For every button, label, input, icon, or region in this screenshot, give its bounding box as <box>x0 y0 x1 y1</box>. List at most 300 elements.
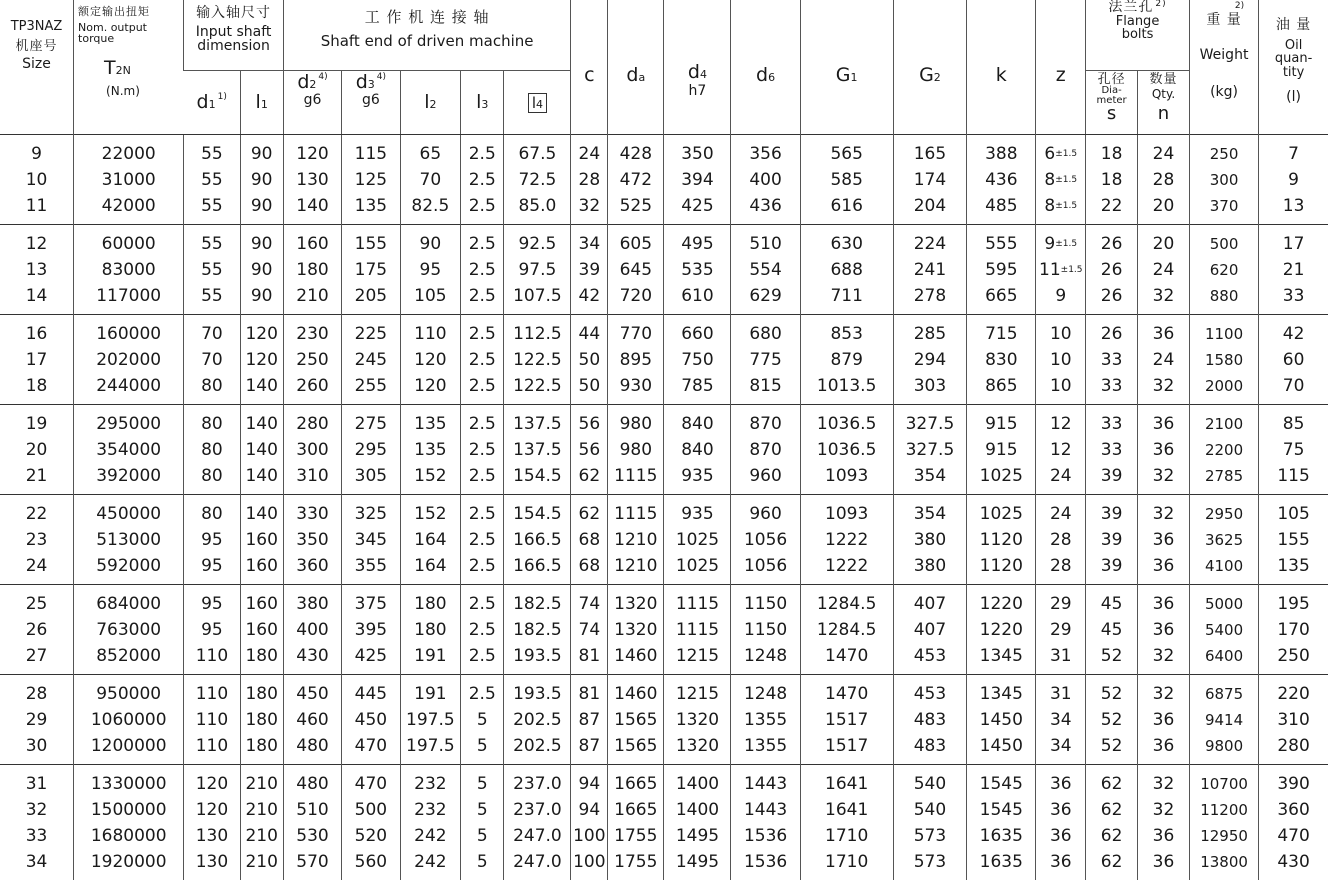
cell-w-value: 12950 <box>1200 826 1248 845</box>
torque-header-en1: Nom. output <box>78 20 147 34</box>
cell-da <box>608 764 664 797</box>
cell-l1-value: 180 <box>245 645 278 666</box>
cell-t <box>74 494 184 527</box>
cell-c <box>571 797 608 823</box>
cell-w <box>1189 553 1258 585</box>
cell-da-value: 525 <box>619 195 653 216</box>
cell-l2-value: 152 <box>414 503 447 524</box>
cell-d3 <box>342 373 400 405</box>
cell-c-value: 94 <box>578 773 601 794</box>
cell-da-value: 1565 <box>614 735 658 756</box>
cell-g2-value: 380 <box>913 555 947 576</box>
cell-l2 <box>400 823 461 849</box>
cell-k <box>967 764 1036 797</box>
cell-l2-value: 95 <box>419 259 442 280</box>
cell-oil-value: 75 <box>1282 439 1305 460</box>
cell-d4-value: 1025 <box>675 529 720 550</box>
cell-g1 <box>800 707 893 733</box>
cell-da <box>608 314 664 347</box>
cell-l1-value: 180 <box>245 709 278 730</box>
cell-g1 <box>800 764 893 797</box>
weight-unit: (kg) <box>1210 83 1239 100</box>
cell-k-value: 1220 <box>979 593 1023 614</box>
cell-oil <box>1259 224 1328 257</box>
cell-k <box>967 463 1036 495</box>
cell-s-value: 26 <box>1100 285 1123 306</box>
cell-da-value: 1755 <box>614 825 658 846</box>
cell-oil-value: 430 <box>1277 851 1310 872</box>
cell-d4 <box>664 134 731 167</box>
cell-k-value: 1545 <box>979 799 1023 820</box>
cell-g1 <box>800 494 893 527</box>
cell-d3 <box>342 494 400 527</box>
size-header-en: Size <box>22 56 51 73</box>
cell-g2-value: 483 <box>913 735 947 756</box>
cell-t-value: 295000 <box>96 413 162 434</box>
cell-z <box>1036 134 1086 167</box>
cell-l3 <box>461 437 504 463</box>
cell-da <box>608 849 664 880</box>
cell-oil <box>1259 404 1328 437</box>
d3-fit: g6 <box>361 92 380 109</box>
cell-l1 <box>240 314 283 347</box>
cell-w <box>1189 617 1258 643</box>
cell-d4-value: 350 <box>681 143 714 164</box>
cell-oil-value: 33 <box>1282 285 1305 306</box>
cell-t <box>74 584 184 617</box>
cell-t-value: 1500000 <box>90 799 167 820</box>
cell-c-value: 81 <box>578 683 601 704</box>
cell-k <box>967 347 1036 373</box>
cell-g1-value: 1222 <box>825 529 869 550</box>
cell-n-value: 36 <box>1152 619 1175 640</box>
cell-d2-value: 230 <box>296 323 329 344</box>
cell-s-value: 26 <box>1100 323 1123 344</box>
cell-l4 <box>504 764 571 797</box>
cell-w <box>1189 707 1258 733</box>
cell-d3-value: 395 <box>354 619 388 640</box>
cell-w-value: 2785 <box>1204 466 1244 485</box>
cell-l2 <box>400 314 461 347</box>
l1-header <box>240 70 283 134</box>
cell-s-value: 62 <box>1100 799 1123 820</box>
cell-l1 <box>240 674 283 707</box>
cell-t <box>74 257 184 283</box>
cell-d3 <box>342 707 400 733</box>
cell-d2-value: 160 <box>296 233 329 254</box>
cell-oil <box>1259 764 1328 797</box>
cell-d1 <box>184 257 240 283</box>
cell-l3-value: 2.5 <box>468 593 496 614</box>
cell-n <box>1138 849 1190 880</box>
cell-l1-value: 90 <box>250 143 273 164</box>
cell-d2 <box>283 463 341 495</box>
cell-l3 <box>461 849 504 880</box>
cell-g2-value: 380 <box>913 529 947 550</box>
cell-n-value: 32 <box>1152 375 1175 396</box>
cell-s <box>1086 193 1138 225</box>
cell-l1 <box>240 437 283 463</box>
cell-n <box>1138 283 1190 315</box>
cell-g2-value: 327.5 <box>905 413 955 434</box>
cell-l2 <box>400 707 461 733</box>
cell-z <box>1036 584 1086 617</box>
cell-g1 <box>800 849 893 880</box>
cell-d4-value: 660 <box>681 323 714 344</box>
cell-g1 <box>800 823 893 849</box>
cell-l1-value: 120 <box>245 349 278 370</box>
cell-z <box>1036 463 1086 495</box>
c-header <box>571 0 608 134</box>
cell-s-value: 33 <box>1100 439 1123 460</box>
cell-d3 <box>342 404 400 437</box>
cell-g1-value: 853 <box>830 323 863 344</box>
cell-n-value: 32 <box>1152 799 1175 820</box>
cell-s-value: 62 <box>1100 773 1123 794</box>
cell-n-value: 36 <box>1152 413 1175 434</box>
cell-g1-value: 1470 <box>825 645 869 666</box>
cell-g1-value: 1517 <box>825 735 869 756</box>
cell-g2-value: 354 <box>913 503 947 524</box>
cell-d3-value: 425 <box>354 645 388 666</box>
cell-oil <box>1259 733 1328 765</box>
cell-g1 <box>800 283 893 315</box>
cell-k-value: 915 <box>985 439 1018 460</box>
cell-l1-value: 160 <box>245 555 278 576</box>
cell-s <box>1086 347 1138 373</box>
cell-d3-value: 155 <box>354 233 388 254</box>
cell-z-value: 8 <box>1044 195 1056 216</box>
cell-c-value: 87 <box>578 735 601 756</box>
cell-t <box>74 347 184 373</box>
cell-l4-value: 182.5 <box>513 619 562 640</box>
cell-k-value: 665 <box>985 285 1018 306</box>
d1-symbol: d <box>196 91 209 114</box>
size-header <box>0 0 74 134</box>
cell-d1-value: 80 <box>201 413 223 434</box>
cell-n-value: 20 <box>1152 195 1175 216</box>
cell-k <box>967 553 1036 585</box>
cell-l4-value: 202.5 <box>513 735 562 756</box>
cell-d1 <box>184 347 240 373</box>
cell-l2 <box>400 134 461 167</box>
cell-l3 <box>461 134 504 167</box>
cell-w <box>1189 849 1258 880</box>
cell-l3-value: 2.5 <box>468 683 496 704</box>
cell-n-value: 36 <box>1152 529 1175 550</box>
cell-l1 <box>240 797 283 823</box>
cell-c <box>571 707 608 733</box>
cell-size-value: 27 <box>25 645 48 666</box>
cell-l3-value: 2.5 <box>468 169 496 190</box>
cell-size <box>0 134 74 167</box>
cell-l2 <box>400 527 461 553</box>
cell-oil-value: 60 <box>1282 349 1305 370</box>
l1-symbol-sub: 1 <box>260 98 268 112</box>
cell-d1-value: 55 <box>201 195 223 216</box>
cell-n-value: 24 <box>1152 349 1175 370</box>
cell-t <box>74 553 184 585</box>
cell-da-value: 980 <box>619 413 653 434</box>
cell-w-value: 1580 <box>1204 350 1244 369</box>
cell-n-value: 36 <box>1152 593 1175 614</box>
cell-l3 <box>461 224 504 257</box>
cell-d3-value: 305 <box>354 465 388 486</box>
cell-g2-value: 327.5 <box>905 439 955 460</box>
cell-d1-value: 70 <box>201 349 223 370</box>
cell-d4-value: 1215 <box>675 645 720 666</box>
cell-n <box>1138 494 1190 527</box>
cell-s <box>1086 283 1138 315</box>
cell-d6 <box>731 797 800 823</box>
cell-c <box>571 224 608 257</box>
cell-c <box>571 167 608 193</box>
cell-d1 <box>184 527 240 553</box>
cell-s <box>1086 167 1138 193</box>
cell-g1 <box>800 527 893 553</box>
cell-g2-value: 165 <box>913 143 947 164</box>
cell-s-value: 45 <box>1100 619 1123 640</box>
cell-k-value: 555 <box>985 233 1018 254</box>
cell-t-value: 684000 <box>96 593 162 614</box>
cell-g2 <box>893 283 967 315</box>
cell-k-value: 595 <box>985 259 1018 280</box>
cell-da-value: 1320 <box>614 619 658 640</box>
cell-size-value: 28 <box>25 683 48 704</box>
cell-z-value: 36 <box>1049 851 1072 872</box>
cell-l2-value: 120 <box>414 375 447 396</box>
cell-d6-value: 960 <box>749 465 782 486</box>
cell-d4 <box>664 494 731 527</box>
cell-g2-value: 204 <box>913 195 947 216</box>
cell-oil-value: 220 <box>1277 683 1310 704</box>
cell-g1 <box>800 553 893 585</box>
cell-g2-value: 407 <box>913 619 947 640</box>
cell-z-value: 10 <box>1049 375 1072 396</box>
cell-d2-value: 430 <box>296 645 329 666</box>
cell-l3-value: 2.5 <box>468 233 496 254</box>
cell-d1-value: 55 <box>201 285 223 306</box>
cell-w-value: 2100 <box>1204 414 1244 433</box>
cell-l4 <box>504 527 571 553</box>
cell-size-value: 18 <box>25 375 48 396</box>
cell-l4 <box>504 584 571 617</box>
cell-oil <box>1259 373 1328 405</box>
input-shaft-zh: 输入轴尺寸 <box>196 5 272 21</box>
cell-l4-value: 154.5 <box>513 503 562 524</box>
cell-g2-value: 294 <box>913 349 947 370</box>
cell-l3 <box>461 823 504 849</box>
cell-w <box>1189 823 1258 849</box>
cell-z <box>1036 823 1086 849</box>
cell-d4-value: 394 <box>681 169 714 190</box>
cell-z-value: 6 <box>1044 143 1056 164</box>
cell-l1 <box>240 193 283 225</box>
cell-n <box>1138 733 1190 765</box>
cell-t-value: 1060000 <box>90 709 167 730</box>
cell-d3-value: 245 <box>354 349 388 370</box>
cell-d1 <box>184 823 240 849</box>
cell-l3 <box>461 553 504 585</box>
cell-n <box>1138 314 1190 347</box>
cell-c <box>571 437 608 463</box>
cell-s-value: 33 <box>1100 349 1123 370</box>
cell-d6 <box>731 553 800 585</box>
cell-d6 <box>731 764 800 797</box>
table-row <box>0 674 1328 707</box>
cell-d6 <box>731 437 800 463</box>
cell-l2-value: 164 <box>414 529 447 550</box>
cell-g1 <box>800 404 893 437</box>
cell-size-value: 21 <box>25 465 48 486</box>
cell-w-value: 500 <box>1209 234 1239 253</box>
cell-w-value: 250 <box>1209 144 1239 163</box>
cell-d4 <box>664 283 731 315</box>
cell-d4-value: 840 <box>681 439 714 460</box>
cell-g2 <box>893 584 967 617</box>
cell-n-value: 28 <box>1152 169 1175 190</box>
cell-t <box>74 437 184 463</box>
cell-n-value: 32 <box>1152 503 1175 524</box>
cell-d6-value: 1150 <box>743 619 788 640</box>
cell-da-value: 428 <box>619 143 653 164</box>
cell-da-value: 1460 <box>614 683 658 704</box>
cell-k-value: 1635 <box>979 851 1023 872</box>
cell-t <box>74 733 184 765</box>
cell-oil-value: 195 <box>1277 593 1310 614</box>
torque-symbol: T <box>104 56 116 79</box>
cell-k-value: 830 <box>985 349 1018 370</box>
cell-n <box>1138 404 1190 437</box>
cell-l1 <box>240 584 283 617</box>
g1-header <box>800 0 893 134</box>
d3-symbol-sub: 3 <box>367 77 375 91</box>
cell-d2-value: 360 <box>296 555 329 576</box>
cell-c <box>571 733 608 765</box>
cell-d2 <box>283 373 341 405</box>
cell-k <box>967 404 1036 437</box>
cell-s <box>1086 733 1138 765</box>
cell-l4 <box>504 314 571 347</box>
table-row <box>0 643 1328 675</box>
dia-symbol: s <box>1106 103 1117 125</box>
cell-z-value: 10 <box>1049 349 1072 370</box>
cell-d6-value: 680 <box>749 323 782 344</box>
cell-t <box>74 193 184 225</box>
cell-l4-value: 237.0 <box>513 799 562 820</box>
cell-l1-value: 90 <box>250 233 273 254</box>
cell-d6 <box>731 617 800 643</box>
cell-z-value: 31 <box>1049 683 1072 704</box>
cell-d3-value: 125 <box>354 169 388 190</box>
d4-symbol-sub: 4 <box>699 67 707 81</box>
cell-c-value: 32 <box>578 195 601 216</box>
cell-c <box>571 347 608 373</box>
cell-l4 <box>504 707 571 733</box>
table-row <box>0 584 1328 617</box>
cell-t <box>74 527 184 553</box>
cell-l2-value: 164 <box>414 555 447 576</box>
cell-d4-value: 1025 <box>675 555 720 576</box>
cell-oil <box>1259 167 1328 193</box>
cell-oil-value: 280 <box>1277 735 1310 756</box>
cell-oil <box>1259 257 1328 283</box>
cell-d3-value: 470 <box>354 735 388 756</box>
size-header-code: TP3NAZ <box>10 19 63 34</box>
cell-d6-value: 1443 <box>743 773 788 794</box>
cell-d4 <box>664 314 731 347</box>
cell-s-value: 26 <box>1100 233 1123 254</box>
cell-d3 <box>342 527 400 553</box>
cell-z <box>1036 849 1086 880</box>
cell-k <box>967 134 1036 167</box>
cell-l3-value: 2.5 <box>468 503 496 524</box>
dia-zh: 孔径 <box>1097 71 1126 87</box>
cell-d4 <box>664 527 731 553</box>
cell-da <box>608 404 664 437</box>
cell-l2-value: 90 <box>419 233 442 254</box>
l3-symbol: l <box>476 91 482 114</box>
cell-l2-value: 152 <box>414 465 447 486</box>
cell-da <box>608 134 664 167</box>
cell-d2 <box>283 494 341 527</box>
cell-d2 <box>283 404 341 437</box>
cell-oil <box>1259 823 1328 849</box>
cell-k-value: 1450 <box>979 709 1023 730</box>
cell-g2-value: 241 <box>913 259 947 280</box>
cell-l1 <box>240 224 283 257</box>
cell-d6-value: 1248 <box>743 683 788 704</box>
cell-n-value: 36 <box>1152 851 1175 872</box>
cell-c-value: 62 <box>578 465 601 486</box>
cell-l3-value: 2.5 <box>468 195 496 216</box>
cell-n-value: 32 <box>1152 465 1175 486</box>
cell-l4-value: 166.5 <box>513 529 562 550</box>
cell-l2-value: 242 <box>414 851 447 872</box>
cell-g2 <box>893 373 967 405</box>
cell-oil <box>1259 437 1328 463</box>
cell-z-value: 10 <box>1049 323 1072 344</box>
cell-l1 <box>240 643 283 675</box>
cell-g1-value: 1093 <box>825 503 869 524</box>
cell-t-value: 42000 <box>101 195 156 216</box>
table-row <box>0 617 1328 643</box>
cell-l1-value: 140 <box>245 375 278 396</box>
l4-symbol: l <box>531 93 536 112</box>
cell-k <box>967 437 1036 463</box>
cell-c <box>571 463 608 495</box>
cell-n-value: 32 <box>1152 285 1175 306</box>
d2-header <box>283 70 341 134</box>
cell-n <box>1138 617 1190 643</box>
table-row <box>0 347 1328 373</box>
cell-g1 <box>800 584 893 617</box>
cell-l3 <box>461 314 504 347</box>
cell-d4 <box>664 167 731 193</box>
cell-l2 <box>400 224 461 257</box>
cell-oil <box>1259 527 1328 553</box>
cell-t-value: 1330000 <box>90 773 167 794</box>
cell-s <box>1086 437 1138 463</box>
cell-d2-value: 260 <box>296 375 329 396</box>
cell-da <box>608 797 664 823</box>
table-body <box>0 134 1328 880</box>
cell-g2-value: 540 <box>913 773 947 794</box>
cell-g2 <box>893 167 967 193</box>
cell-d2 <box>283 643 341 675</box>
cell-c-value: 50 <box>578 349 601 370</box>
cell-size <box>0 823 74 849</box>
